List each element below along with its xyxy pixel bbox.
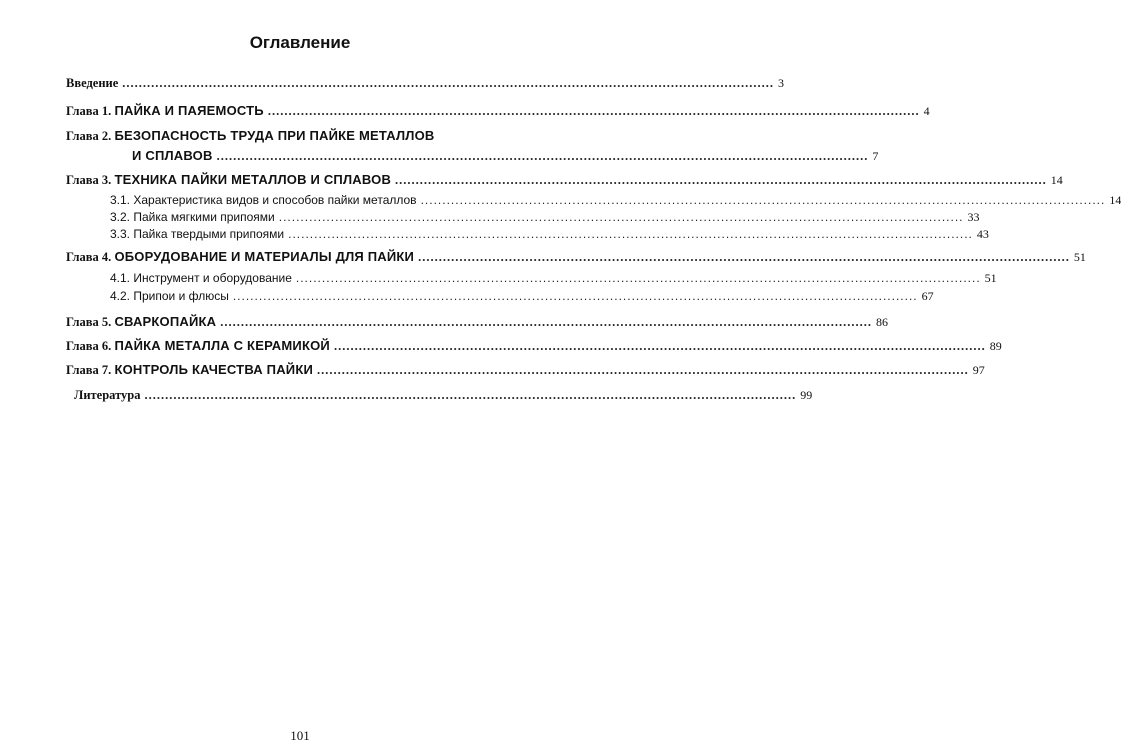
toc-entry-section-3-1: 3.1. Характеристика видов и способов пайки металлов .............................................................................................................................................................. 14 (110, 193, 1121, 207)
entry-page: 51 (984, 271, 997, 285)
entry-prefix: Глава 3. (66, 173, 112, 187)
entry-page: 3 (778, 76, 785, 90)
entry-prefix: 3.1. (110, 193, 131, 207)
entry-title: Инструмент и оборудование (133, 271, 292, 285)
entry-page: 86 (876, 315, 889, 329)
entry-prefix: 3.2. (110, 210, 131, 224)
entry-title: КОНТРОЛЬ КАЧЕСТВА ПАЙКИ (114, 362, 314, 377)
toc-entry-section-4-2: 4.2. Припои и флюсы .............................................................................................................................................................. 67 (110, 289, 934, 303)
entry-title: СВАРКОПАЙКА (114, 314, 217, 329)
entry-page: 97 (972, 363, 985, 377)
entry-page: 89 (989, 339, 1002, 353)
entry-prefix: Глава 2. (66, 129, 112, 143)
entry-title: БЕЗОПАСНОСТЬ ТРУДА ПРИ ПАЙКЕ МЕТАЛЛОВ (114, 128, 435, 143)
entry-prefix: Глава 1. (66, 104, 112, 118)
entry-title: ПАЙКА МЕТАЛЛА С КЕРАМИКОЙ (114, 338, 330, 353)
entry-prefix: Глава 5. (66, 315, 112, 329)
entry-title: ОБОРУДОВАНИЕ И МАТЕРИАЛЫ ДЛЯ ПАЙКИ (114, 249, 415, 264)
entry-prefix: 4.2. (110, 289, 131, 303)
entry-title-continuation: И СПЛАВОВ (132, 148, 213, 163)
toc-entry-chapter-4: Глава 4. ОБОРУДОВАНИЕ И МАТЕРИАЛЫ ДЛЯ ПАЙКИ .............................................................................................................................................................. 51 (66, 249, 1086, 264)
page-number: 101 (290, 728, 310, 743)
entry-page: 7 (872, 149, 879, 163)
entry-title: Пайка твердыми припоями (133, 227, 285, 241)
entry-title: Характеристика видов и способов пайки металлов (133, 193, 417, 207)
entry-page: 4 (923, 104, 930, 118)
entry-page: 99 (800, 388, 813, 402)
entry-page: 43 (976, 227, 989, 241)
toc-entry-chapter-6: Глава 6. ПАЙКА МЕТАЛЛА С КЕРАМИКОЙ .............................................................................................................................................................. 89 (66, 338, 1002, 353)
toc-entry-section-3-2: 3.2. Пайка мягкими припоями .............................................................................................................................................................. 33 (110, 210, 980, 224)
toc-entry-section-4-1: 4.1. Инструмент и оборудование .............................................................................................................................................................. 51 (110, 271, 997, 285)
toc-entry-literature: Литература .............................................................................................................................................................. 99 (74, 388, 813, 402)
toc-entry-chapter-1: Глава 1. ПАЙКА И ПАЯЕМОСТЬ .............................................................................................................................................................. 4 (66, 103, 930, 118)
entry-title: ПАЙКА И ПАЯЕМОСТЬ (114, 103, 264, 118)
entry-prefix: Глава 7. (66, 363, 112, 377)
toc-entry-chapter-5: Глава 5. СВАРКОПАЙКА .............................................................................................................................................................. 86 (66, 314, 889, 329)
toc-entry-introduction: Введение .............................................................................................................................................................. 3 (66, 76, 785, 90)
entry-prefix: Глава 4. (66, 250, 112, 264)
entry-page: 67 (921, 289, 934, 303)
toc-title: Оглавление (249, 33, 351, 52)
entry-page: 14 (1050, 173, 1063, 187)
entry-title: Припои и флюсы (133, 289, 229, 303)
toc-entry-chapter-2 (66, 128, 530, 144)
entry-label: Введение (66, 76, 119, 90)
entry-title: Пайка мягкими припоями (133, 210, 275, 224)
entry-prefix: 4.1. (110, 271, 131, 285)
entry-page: 51 (1073, 250, 1086, 264)
toc-entry-chapter-7: Глава 7. КОНТРОЛЬ КАЧЕСТВА ПАЙКИ .............................................................................................................................................................. 97 (66, 362, 985, 377)
toc-entry-chapter-3: Глава 3. ТЕХНИКА ПАЙКИ МЕТАЛЛОВ И СПЛАВОВ .............................................................................................................................................................. 14 (66, 172, 1063, 187)
entry-page: 14 (1109, 193, 1121, 207)
entry-page: 33 (967, 210, 980, 224)
entry-label: Литература (74, 388, 141, 402)
entry-prefix: Глава 6. (66, 339, 112, 353)
toc-entry-section-3-3: 3.3. Пайка твердыми припоями .............................................................................................................................................................. 43 (110, 227, 989, 241)
entry-prefix: 3.3. (110, 227, 131, 241)
toc-entry-chapter-2-continuation: И СПЛАВОВ .............................................................................................................................................................. 7 (132, 148, 879, 163)
entry-title: ТЕХНИКА ПАЙКИ МЕТАЛЛОВ И СПЛАВОВ (114, 172, 392, 187)
